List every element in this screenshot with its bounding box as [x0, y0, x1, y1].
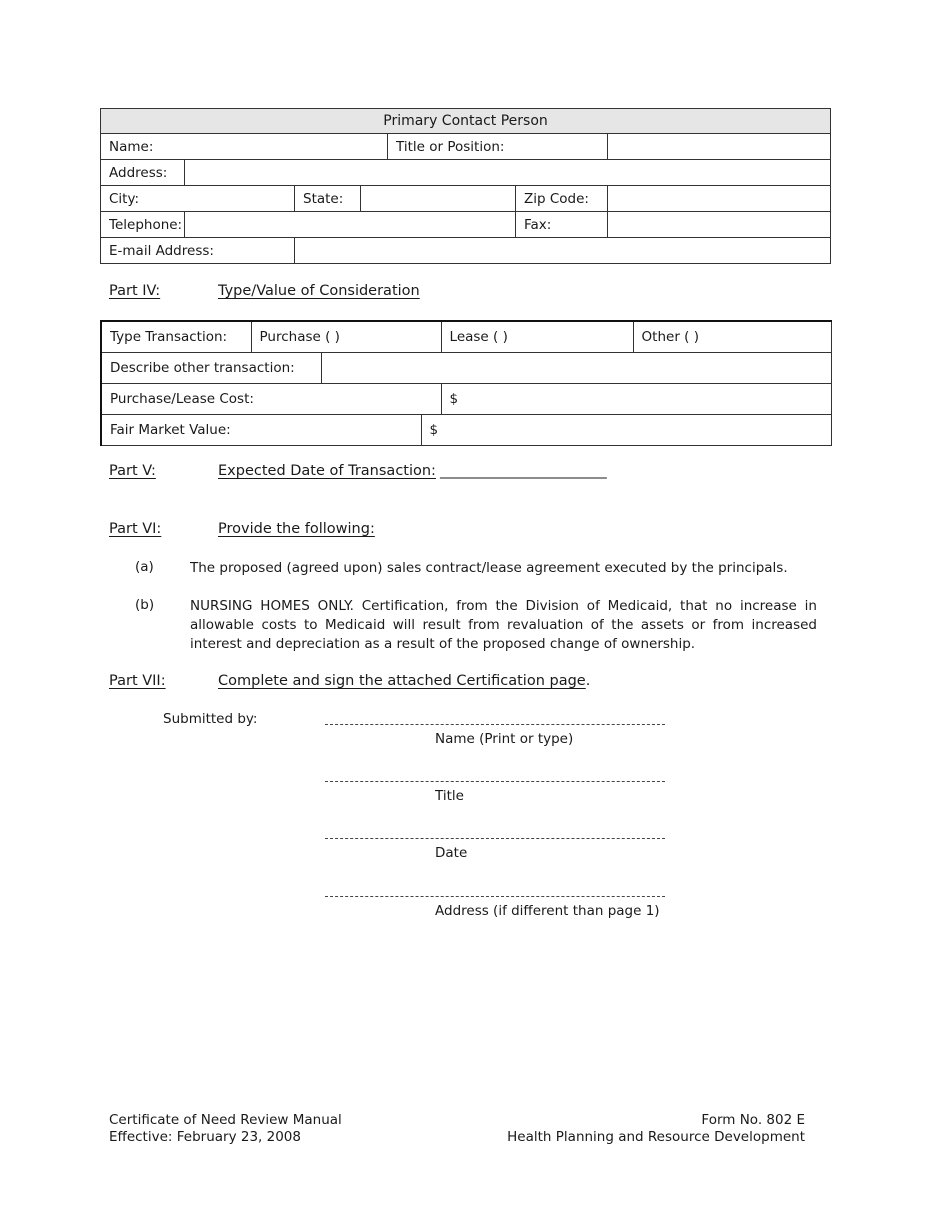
- part7-title: Complete and sign the attached Certification page: [218, 673, 586, 689]
- part6-title: Provide the following:: [218, 521, 375, 537]
- name-print-label: Name (Print or type): [435, 731, 574, 747]
- consideration-table: [100, 320, 832, 446]
- title-label: Title or Position:: [388, 134, 608, 160]
- type-transaction-label: Type Transaction:: [101, 321, 251, 353]
- part6-heading: [109, 521, 375, 537]
- part4-heading: [109, 283, 420, 299]
- part4-label: Part IV:: [109, 283, 161, 299]
- footer-department: Health Planning and Resource Development: [507, 1129, 805, 1145]
- primary-contact-table: [100, 108, 831, 264]
- fair-market-value-field[interactable]: $: [421, 415, 831, 446]
- fax-field[interactable]: [608, 212, 831, 238]
- footer-right: [507, 1112, 805, 1146]
- part7-label: Part VII:: [109, 673, 166, 689]
- zip-label: Zip Code:: [516, 186, 608, 212]
- footer-left: [109, 1112, 342, 1146]
- purchase-option[interactable]: Purchase ( ): [251, 321, 441, 353]
- footer-form-number: Form No. 802 E: [701, 1112, 805, 1128]
- part5-heading: [109, 463, 607, 479]
- contact-header: Primary Contact Person: [101, 109, 831, 134]
- lease-option[interactable]: Lease ( ): [441, 321, 633, 353]
- email-label: E-mail Address:: [101, 238, 295, 264]
- city-label: City:: [101, 186, 295, 212]
- date-signature-line[interactable]: [325, 838, 665, 839]
- date-sign-label: Date: [435, 845, 468, 861]
- item-b-text: NURSING HOMES ONLY. Certification, from the Division of Medicaid, that no increase in allowable costs to Medicaid will result from revaluation of the assets or from increased interest and depreciation as a result of the proposed change of ownership.: [190, 598, 817, 652]
- item-a-text: The proposed (agreed upon) sales contract/lease agreement executed by the principals.: [190, 560, 788, 576]
- name-label: Name:: [101, 134, 388, 160]
- address-field[interactable]: [185, 160, 831, 186]
- describe-other-field[interactable]: [321, 353, 831, 384]
- other-option[interactable]: Other ( ): [633, 321, 831, 353]
- telephone-field[interactable]: [185, 212, 516, 238]
- email-field[interactable]: [295, 238, 831, 264]
- item-a-marker: (a): [135, 559, 154, 575]
- part7-heading: [109, 673, 590, 689]
- name-signature-line[interactable]: [325, 724, 665, 725]
- part4-title: Type/Value of Consideration: [218, 283, 420, 299]
- part5-title: Expected Date of Transaction:: [218, 463, 436, 479]
- item-b-marker: (b): [135, 597, 155, 613]
- fax-label: Fax:: [516, 212, 608, 238]
- address-sign-label: Address (if different than page 1): [435, 903, 660, 919]
- zip-field[interactable]: [608, 186, 831, 212]
- address-signature-line[interactable]: [325, 896, 665, 897]
- fair-market-value-label: Fair Market Value:: [101, 415, 421, 446]
- telephone-label: Telephone:: [101, 212, 185, 238]
- part5-date-blank[interactable]: _______________________: [439, 463, 607, 479]
- purchase-lease-cost-field[interactable]: $: [441, 384, 831, 415]
- part7-period: .: [585, 673, 591, 689]
- part5-label: Part V:: [109, 463, 156, 479]
- state-field[interactable]: [361, 186, 516, 212]
- describe-other-label: Describe other transaction:: [101, 353, 321, 384]
- footer-manual-title: Certificate of Need Review Manual: [109, 1112, 342, 1128]
- part6-label: Part VI:: [109, 521, 162, 537]
- footer-effective-date: Effective: February 23, 2008: [109, 1129, 301, 1145]
- title-signature-line[interactable]: [325, 781, 665, 782]
- state-label: State:: [295, 186, 361, 212]
- title-field[interactable]: [608, 134, 831, 160]
- address-label: Address:: [101, 160, 185, 186]
- purchase-lease-cost-label: Purchase/Lease Cost:: [101, 384, 441, 415]
- title-sign-label: Title: [435, 788, 464, 804]
- submitted-by-label: Submitted by:: [163, 711, 258, 727]
